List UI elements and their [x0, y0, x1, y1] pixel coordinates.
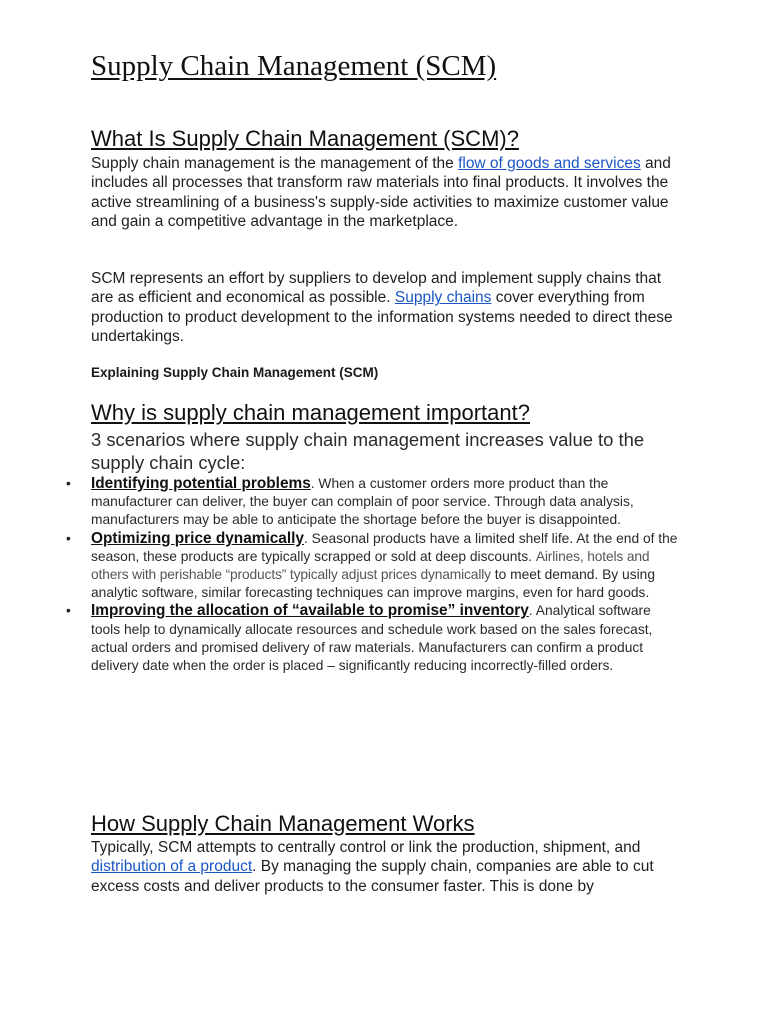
bullet-text-gray: Airlines, hotels and others with perishable “products” typically adjust prices dynamically — [91, 548, 650, 583]
bullet-marker: • — [66, 603, 71, 619]
explaining-scm-label: Explaining Supply Chain Management (SCM) — [91, 365, 379, 380]
list-item — [66, 475, 681, 530]
paragraph-text: Supply chain management is the management of the — [91, 155, 459, 172]
scenarios-subheading: 3 scenarios where supply chain management increases value to the supply chain cycle: — [91, 429, 645, 473]
paragraph-scm-effort — [91, 269, 681, 347]
paragraph-text: and includes all processes that transform raw materials into final products. It involves the active streamlining of a business's supply-side activities to maximize customer value and gain a competitive advantage in the marketplace. — [91, 155, 671, 231]
flow-of-goods-link[interactable]: flow of goods and services — [458, 155, 641, 172]
paragraph-scm-definition — [91, 154, 681, 232]
document-title: Supply Chain Management (SCM) — [91, 50, 497, 82]
bullet-text: . Analytical software tools help to dynamically allocate resources and schedule work based on the sales forecast, actual orders and promised delivery of raw materials. Manufacturers can confirm a product delivery date when the order is placed – significantly reducing incorrectly-filled orders. — [91, 603, 653, 674]
bullet-marker: • — [66, 476, 71, 491]
supply-chains-link[interactable]: Supply chains — [394, 289, 492, 307]
bullet-text: . When a customer orders more product than the manufacturer can deliver, the buyer can complain of poor service. Through data analysis, manufacturers may be able to anticipate the shortage before the buyer is disappointed. — [91, 476, 634, 528]
scenarios-list — [66, 475, 681, 675]
bullet-title: Identifying potential problems — [91, 475, 311, 492]
section-heading-what-is-scm: What Is Supply Chain Management (SCM)? — [91, 126, 519, 151]
paragraph-text: . By managing the supply chain, companies are able to cut excess costs and deliver products to the consumer faster. This is done by — [91, 858, 654, 895]
bullet-title: Improving the allocation of “available to promise” inventory — [91, 602, 529, 620]
distribution-of-product-link[interactable]: distribution of a product — [91, 858, 253, 876]
bullet-marker: • — [66, 530, 71, 546]
list-item — [66, 529, 681, 603]
section-heading-how-scm-works: How Supply Chain Management Works — [91, 811, 475, 836]
section-heading-why-important: Why is supply chain management important? — [91, 400, 530, 425]
paragraph-text: cover everything from production to product development to the information systems needed to direct these undertakings. — [91, 289, 673, 346]
list-item — [66, 602, 681, 675]
paragraph-text: SCM represents an effort by suppliers to develop and implement supply chains that are as efficient and economical as possible. — [91, 270, 662, 307]
bullet-text: . Seasonal products have a limited shelf life. At the end of the season, these products are typically scrapped or sold at deep discounts. — [91, 530, 678, 564]
paragraph-how-scm-works — [91, 838, 681, 896]
bullet-text-end: to meet demand. By using analytic software, similar forecasting techniques can improve margins, even for hard goods. — [91, 567, 656, 601]
bullet-title: Optimizing price dynamically — [91, 529, 304, 547]
paragraph-text: Typically, SCM attempts to centrally control or link the production, shipment, and — [91, 839, 641, 856]
